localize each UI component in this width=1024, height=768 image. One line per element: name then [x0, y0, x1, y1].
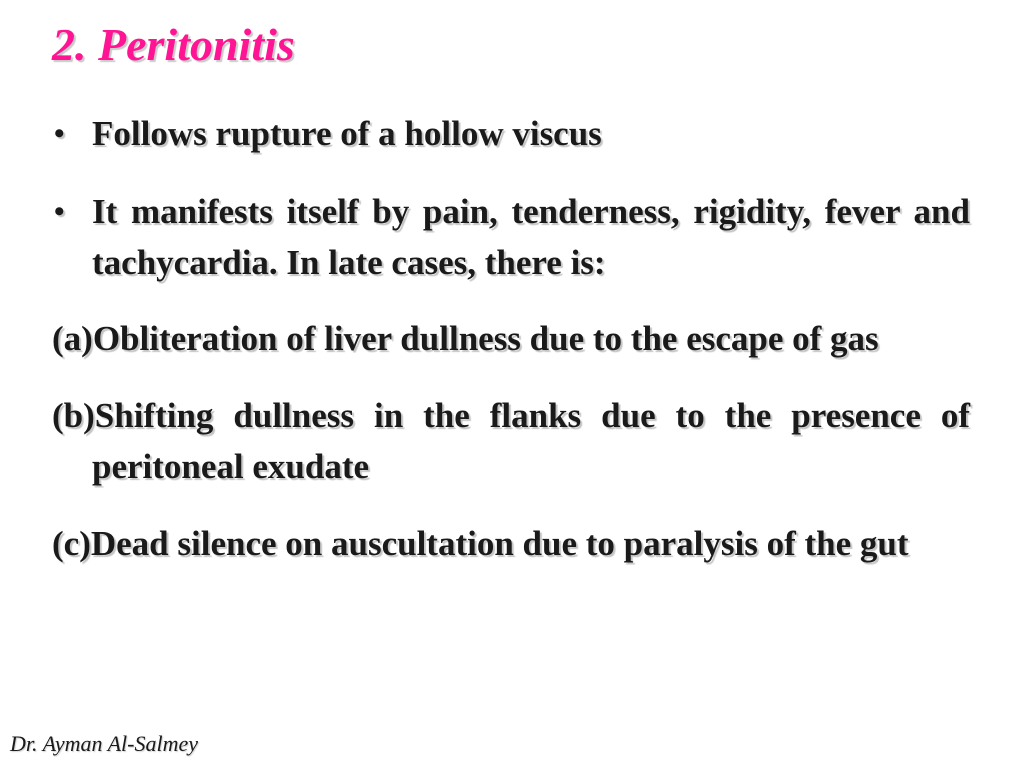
bullet-marker: •	[54, 195, 65, 228]
sub-item-text: Shifting dullness in the flanks due to the presence of peritoneal exudate	[92, 396, 970, 486]
sub-item-text: Obliteration of liver dullness due to the escape of gas	[92, 319, 879, 358]
sub-item-text: Dead silence on auscultation due to paralysis of the gut	[90, 524, 909, 563]
author-footer: Dr. Ayman Al-Salmey	[10, 731, 198, 756]
sub-item-marker: (a)	[52, 319, 93, 358]
bullet-item	[52, 186, 970, 288]
bullet-text: It manifests itself by pain, tenderness, rigidity, fever and tachycardia. In late cases, there is:	[92, 192, 970, 282]
sub-item-b	[52, 390, 970, 492]
sub-item-marker: (b)	[52, 396, 95, 435]
sub-item-c	[52, 518, 970, 569]
sub-item-marker: (c)	[52, 524, 91, 563]
slide-content	[52, 108, 970, 569]
slide-title: 2. Peritonitis	[52, 19, 295, 70]
bullet-marker: •	[54, 117, 65, 150]
sub-item-a	[52, 313, 970, 364]
bullet-item	[52, 108, 970, 159]
bullet-text: Follows rupture of a hollow viscus	[92, 114, 602, 153]
